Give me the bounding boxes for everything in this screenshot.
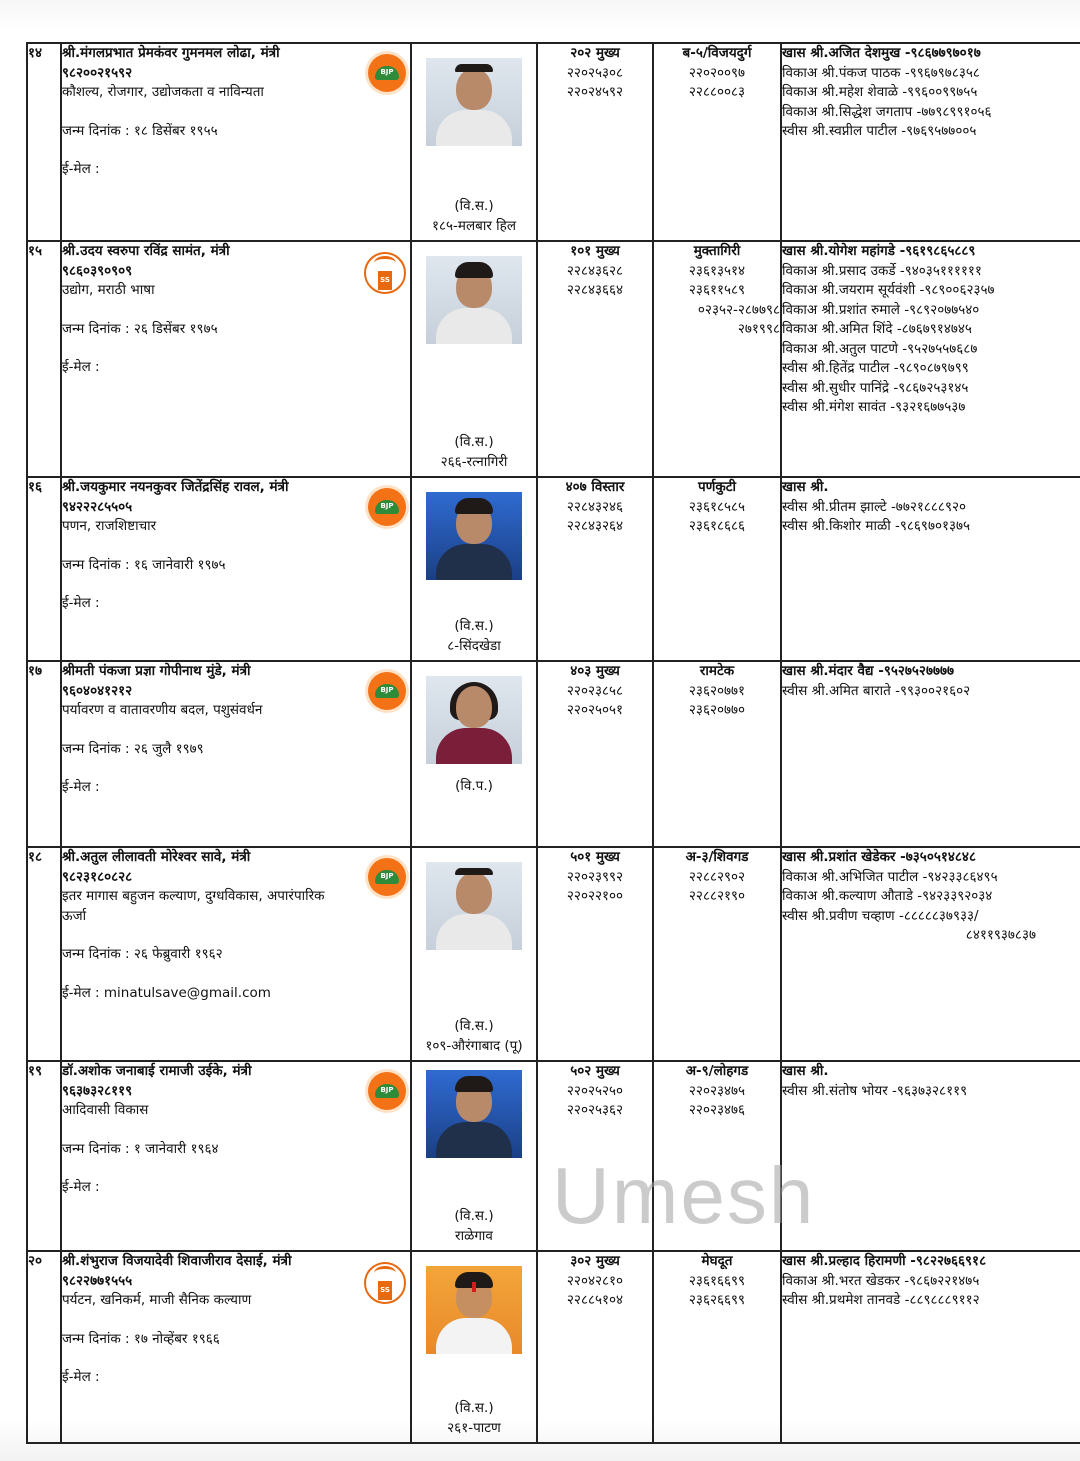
minister-photo xyxy=(426,862,522,950)
table-row xyxy=(27,847,1080,1061)
minister-phone: ९८६०३९०९०९ xyxy=(62,262,133,279)
minister-dob: जन्म दिनांक : २६ जुलै १९७९ xyxy=(62,740,204,757)
office-phone: २२०२५०५१ xyxy=(566,702,624,718)
minister-portfolio: उद्योग, मराठी भाषा xyxy=(62,282,155,298)
minister-dob: जन्म दिनांक : १६ जानेवारी १९७५ xyxy=(62,556,226,573)
staff-entry: स्वीस श्री.संतोष भोयर -९६३७३२८११९ xyxy=(782,1082,968,1099)
staff-entry: विकाअ श्री.कल्याण औताडे -९४२३३९२०३४ xyxy=(782,888,993,904)
minister-email: ई-मेल : xyxy=(62,359,100,375)
minister-email: ई-मेल : xyxy=(62,1369,100,1385)
constituency-type: (वि.स.) xyxy=(454,1208,494,1224)
staff-entry: विकाअ श्री.महेश शेवाळे -९९६००९९७५५ xyxy=(782,84,978,100)
residence-phone: ०२३५२-२८७७९८ xyxy=(697,301,780,318)
minister-details xyxy=(61,1251,411,1443)
minister-phone: ९६३७३२८११९ xyxy=(62,1082,133,1099)
office-cell xyxy=(537,241,653,477)
bjp-logo-icon: BJP xyxy=(368,1072,406,1110)
staff-cell xyxy=(781,661,1080,847)
minister-name: डॉ.अशोक जनाबाई रामाजी उईके, मंत्री xyxy=(62,1063,252,1079)
staff-entry: विकाअ श्री.भरत खेडकर -९८६७२२१४७५ xyxy=(782,1272,980,1289)
shiv-sena-logo-icon: SS xyxy=(364,252,406,294)
minister-name: श्रीमती पंकजा प्रज्ञा गोपीनाथ मुंडे, मंत्री xyxy=(62,663,251,679)
photo-cell xyxy=(411,1251,537,1443)
minister-photo xyxy=(426,492,522,580)
minister-details xyxy=(61,477,411,661)
minister-name: श्री.उदय स्वरुपा रविंद्र सामंत, मंत्री xyxy=(62,243,230,259)
table-row xyxy=(27,241,1080,477)
minister-details xyxy=(61,1061,411,1251)
office-cell xyxy=(537,1061,653,1251)
minister-dob: जन्म दिनांक : १७ नोव्हेंबर १९६६ xyxy=(62,1330,220,1347)
minister-phone: ९६०४०४१२१२ xyxy=(62,682,133,699)
staff-cell xyxy=(781,1061,1080,1251)
office-phone: २२८४३२४६ xyxy=(566,498,624,515)
serial-number: २० xyxy=(27,1251,61,1443)
minister-portfolio: पर्यावरण व वातावरणीय बदल, पशुसंवर्धन xyxy=(62,702,263,718)
minister-details xyxy=(61,241,411,477)
office-phone: २२८४३२६४ xyxy=(566,518,624,534)
serial-number: १७ xyxy=(27,661,61,847)
office-cell xyxy=(537,43,653,241)
office-phone: २२०२२१०० xyxy=(566,888,624,904)
residence-name: ब-५/विजयदुर्ग xyxy=(682,45,752,61)
constituency xyxy=(412,433,536,472)
minister-portfolio: पणन, राजशिष्टाचार xyxy=(62,518,157,534)
residence-name: अ-३/शिवगड xyxy=(685,849,749,865)
residence-phone: २३६१८६८६ xyxy=(688,518,746,534)
constituency xyxy=(412,617,536,656)
minister-portfolio: पर्यटन, खनिकर्म, माजी सैनिक कल्याण xyxy=(62,1292,252,1308)
minister-name: श्री.मंगलप्रभात प्रेमकंवर गुमनमल लोढा, मंत्री xyxy=(62,45,280,61)
staff-cell xyxy=(781,477,1080,661)
bjp-logo-icon: BJP xyxy=(368,672,406,710)
staff-entry: स्वीस श्री.प्रथमेश तानवडे -८८९८८८९११२ xyxy=(782,1292,980,1308)
staff-cell xyxy=(781,241,1080,477)
shiv-sena-logo-icon: SS xyxy=(364,1262,406,1304)
bjp-logo-icon: BJP xyxy=(368,488,406,526)
residence-cell xyxy=(653,43,781,241)
constituency-name: २६६-रत्नागिरी xyxy=(440,453,508,470)
photo-cell xyxy=(411,847,537,1061)
ministers-table xyxy=(26,42,1080,1444)
residence-phone: २७१९९८ xyxy=(737,321,780,337)
residence-phone: २२८८००८३ xyxy=(688,84,746,100)
photo-cell xyxy=(411,661,537,847)
staff-cell xyxy=(781,43,1080,241)
residence-phone: २३६२०७७० xyxy=(688,702,746,718)
office-cell xyxy=(537,477,653,661)
residence-phone: २३६१८५८५ xyxy=(688,498,746,515)
table-row xyxy=(27,1061,1080,1251)
constituency-name: राळेगाव xyxy=(455,1227,493,1244)
minister-dob: जन्म दिनांक : १८ डिसेंबर १९५५ xyxy=(62,122,218,139)
office-phone: २२८८५१०४ xyxy=(566,1292,624,1308)
constituency-type: (वि.स.) xyxy=(454,198,494,214)
watermark-text: Umesh xyxy=(552,1151,816,1240)
staff-entry: विकाअ श्री.प्रसाद उकर्डे -९४०३५११११११ xyxy=(782,262,982,279)
office-phone: २२०२३९९२ xyxy=(566,868,624,885)
constituency-type: (वि.स.) xyxy=(454,434,494,450)
minister-phone: ९४२२२८५५०५ xyxy=(62,498,133,515)
minister-photo xyxy=(426,58,522,146)
minister-dob: जन्म दिनांक : २६ डिसेंबर १९७५ xyxy=(62,320,218,337)
photo-cell xyxy=(411,241,537,477)
staff-cell xyxy=(781,847,1080,1061)
residence-phone: २२८८२१९० xyxy=(688,888,746,904)
residence-name: मुक्तागिरी xyxy=(693,243,741,259)
minister-photo xyxy=(426,256,522,344)
staff-entry: स्वीस श्री.हितेंद्र पाटील -९८९०८७९७९९ xyxy=(782,360,969,376)
minister-email: ई-मेल : minatulsave@gmail.com xyxy=(62,984,271,1001)
minister-phone: ९८२२७७१५५५ xyxy=(62,1272,133,1289)
table-row xyxy=(27,1251,1080,1443)
minister-details xyxy=(61,847,411,1061)
office-phone: २२०२५३०८ xyxy=(566,64,624,81)
minister-email: ई-मेल : xyxy=(62,161,100,177)
residence-phone: २२०२३४७५ xyxy=(688,1082,746,1099)
constituency-type: (वि.स.) xyxy=(454,618,494,634)
office-phone: २२०२३८५८ xyxy=(566,682,624,699)
residence-name: रामटेक xyxy=(699,663,735,679)
staff-entry: स्वीस श्री.प्रीतम झाल्टे -७७२१८८८९२० xyxy=(782,498,967,515)
office-room: ४०३ मुख्य xyxy=(570,663,620,679)
residence-name: पर्णकुटी xyxy=(697,479,737,495)
staff-cell xyxy=(781,1251,1080,1443)
office-phone: २२०२४५९२ xyxy=(566,84,624,100)
staff-entry: खास श्री.मंदार वैद्य -९५२७५२७७७७ xyxy=(782,663,955,679)
minister-dob: जन्म दिनांक : २६ फेब्रुवारी १९६२ xyxy=(62,946,223,962)
staff-entry: विकाअ श्री.अमित शिंदे -८७६७९१४७४५ xyxy=(782,321,972,337)
constituency-name: १०९-औरंगाबाद (पू) xyxy=(425,1037,523,1054)
office-phone: २२०२५२५० xyxy=(566,1082,624,1099)
staff-entry: खास श्री. xyxy=(782,1063,829,1079)
staff-entry: विकाअ श्री.सिद्धेश जगताप -७७९८९९१०५६ xyxy=(782,103,992,120)
staff-entry: विकाअ श्री.प्रशांत रुमाले -९८९२०७७५४० xyxy=(782,301,980,318)
residence-name: अ-९/लोहगड xyxy=(685,1063,749,1079)
residence-cell xyxy=(653,661,781,847)
minister-portfolio: इतर मागास बहुजन कल्याण, दुग्धविकास, अपारंपारिक ऊर्जा xyxy=(62,888,325,924)
bjp-logo-icon: BJP xyxy=(368,858,406,896)
photo-cell xyxy=(411,477,537,661)
serial-number: १९ xyxy=(27,1061,61,1251)
minister-portfolio: कौशल्य, रोजगार, उद्योजकता व नाविन्यता xyxy=(62,84,264,100)
residence-phone: २३६१३५१४ xyxy=(688,262,746,279)
staff-entry: स्वीस श्री.सुधीर पानिंद्रे -९८६७२५३१४५ xyxy=(782,379,969,396)
residence-phone: २२०२००९७ xyxy=(688,64,746,81)
minister-photo xyxy=(426,676,522,764)
residence-phone: २३६२०७७१ xyxy=(688,682,746,699)
constituency-type: (वि.स.) xyxy=(454,1400,494,1416)
residence-cell xyxy=(653,1061,781,1251)
constituency xyxy=(412,197,536,236)
constituency-type: (वि.स.) xyxy=(454,1018,494,1034)
photo-cell xyxy=(411,1061,537,1251)
minister-name: श्री.अतुल लीलावती मोरेश्वर सावे, मंत्री xyxy=(62,849,251,865)
residence-cell xyxy=(653,241,781,477)
bjp-logo-icon: BJP xyxy=(368,54,406,92)
constituency xyxy=(412,1399,536,1438)
residence-phone: २२०२३४७६ xyxy=(688,1102,746,1118)
office-phone: २२८४३६२८ xyxy=(566,262,624,279)
office-phone: २२०२५३६२ xyxy=(566,1102,624,1118)
staff-entry: खास श्री.प्रशांत खेडेकर -७३५०५१४८४८ xyxy=(782,849,976,865)
minister-email: ई-मेल : xyxy=(62,595,100,611)
minister-phone: ९८२३१८०८२८ xyxy=(62,868,133,885)
constituency xyxy=(412,1017,536,1056)
minister-portfolio: आदिवासी विकास xyxy=(62,1102,149,1118)
staff-entry: खास श्री.अजित देशमुख -९८६७७९७०१७ xyxy=(782,45,981,61)
staff-entry: खास श्री.योगेश महांगडे -९६१९८६५८८९ xyxy=(782,243,976,259)
constituency-name: १८५-मलबार हिल xyxy=(432,217,516,234)
office-room: २०२ मुख्य xyxy=(570,45,620,61)
serial-number: १५ xyxy=(27,241,61,477)
office-room: ३०२ मुख्य xyxy=(570,1253,620,1269)
minister-photo xyxy=(426,1070,522,1158)
office-cell xyxy=(537,661,653,847)
staff-entry: स्वीस श्री.प्रवीण चव्हाण -८८८८८३७९३३/ xyxy=(782,907,979,924)
residence-phone: २३६११५८९ xyxy=(688,282,746,298)
serial-number: १८ xyxy=(27,847,61,1061)
residence-phone: २३६१६६९९ xyxy=(688,1272,746,1289)
table-row xyxy=(27,477,1080,661)
office-room: ५०१ मुख्य xyxy=(570,849,620,865)
staff-entry: विकाअ श्री.पंकज पाठक -९९६७९७८३५८ xyxy=(782,64,980,81)
minister-name: श्री.शंभुराज विजयादेवी शिवाजीराव देसाई, मंत्री xyxy=(62,1253,292,1269)
minister-details xyxy=(61,43,411,241)
serial-number: १६ xyxy=(27,477,61,661)
staff-entry: विकाअ श्री.अतुल पाटणे -९५२७५५७६८७ xyxy=(782,340,978,357)
staff-entry: खास श्री.प्रल्हाद हिरामणी -९८२२७६६९१८ xyxy=(782,1253,987,1269)
minister-dob: जन्म दिनांक : १ जानेवारी १९६४ xyxy=(62,1140,219,1157)
minister-email: ई-मेल : xyxy=(62,1179,100,1195)
residence-phone: २३६२६६९९ xyxy=(688,1292,746,1308)
office-cell xyxy=(537,847,653,1061)
photo-cell xyxy=(411,43,537,241)
staff-entry: स्वीस श्री.किशोर माळी -९८६९७०१३७५ xyxy=(782,518,971,534)
table-row xyxy=(27,661,1080,847)
staff-entry: खास श्री. xyxy=(782,479,829,495)
residence-cell xyxy=(653,847,781,1061)
office-cell xyxy=(537,1251,653,1443)
staff-entry: स्वीस श्री.अमित बाराते -९९३००२१६०२ xyxy=(782,682,971,699)
minister-email: ई-मेल : xyxy=(62,779,100,795)
residence-cell xyxy=(653,1251,781,1443)
table-row xyxy=(27,43,1080,241)
office-phone: २२८४३६६४ xyxy=(566,282,624,298)
staff-entry: विकाअ श्री.अभिजित पाटील -९४२३३८६४९५ xyxy=(782,868,998,885)
staff-entry: स्वीस श्री.मंगेश सावंत -९३२१६७७५३७ xyxy=(782,399,966,415)
residence-cell xyxy=(653,477,781,661)
constituency-name: २६१-पाटण xyxy=(447,1419,501,1436)
office-room: ४०७ विस्तार xyxy=(565,479,625,495)
staff-entry: स्वीस श्री.स्वप्नील पाटील -९७६९५७७००५ xyxy=(782,123,977,139)
residence-name: मेघदूत xyxy=(701,1253,733,1269)
minister-name: श्री.जयकुमार नयनकुवर जितेंद्रसिंह रावल, मंत्री xyxy=(62,479,289,495)
minister-details xyxy=(61,661,411,847)
office-room: ५०२ मुख्य xyxy=(570,1063,620,1079)
serial-number: १४ xyxy=(27,43,61,241)
office-room: १०१ मुख्य xyxy=(570,243,620,259)
constituency xyxy=(412,1207,536,1246)
office-phone: २२०४२८१० xyxy=(566,1272,624,1289)
staff-entry: विकाअ श्री.जयराम सूर्यवंशी -९८९००६२३५७ xyxy=(782,282,995,298)
minister-phone: ९८२००२१५९२ xyxy=(62,64,133,81)
residence-phone: २२८८२९०२ xyxy=(688,868,746,885)
constituency xyxy=(412,777,536,797)
constituency-type: (वि.प.) xyxy=(455,777,493,794)
constituency-name: ८-सिंदखेडा xyxy=(447,637,501,654)
staff-entry: ८४११९३७८३७ xyxy=(965,927,1036,943)
minister-photo xyxy=(426,1266,522,1354)
